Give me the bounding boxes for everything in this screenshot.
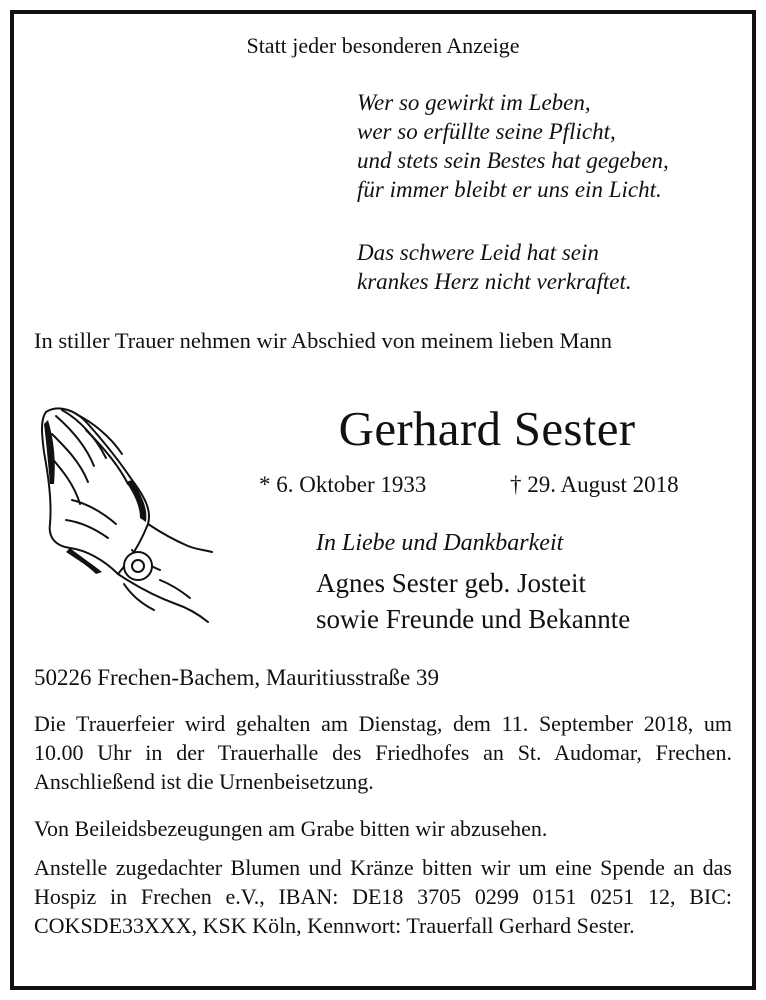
mourner-line: sowie Freunde und Bekannte — [316, 604, 631, 634]
closing-phrase: In Liebe und Dankbarkeit — [316, 530, 564, 556]
poem-line: Das schwere Leid hat sein — [357, 240, 599, 265]
poem-line: Wer so gewirkt im Leben, — [357, 90, 591, 115]
poem-line: und stets sein Bestes hat gegeben, — [357, 148, 669, 173]
condolence-note: Von Beileidsbezeugungen am Grabe bitten wir abzusehen. — [34, 816, 548, 841]
header-line: Statt jeder besonderen Anzeige — [246, 33, 520, 58]
death-date: † 29. August 2018 — [510, 472, 679, 497]
poem-line: für immer bleibt er uns ein Licht. — [357, 177, 662, 202]
donation-request: Anstelle zugedachter Blumen und Kränze bitten wir um eine Spende an das Hospiz in Frechen e.V., IBAN: DE18 3705 0299 0151 0251 12, BIC: COKSDE33XXX, KSK Köln, Kennwort: Trauerfall Gerhard Sester. — [34, 855, 732, 938]
praying-hands-icon — [36, 400, 216, 624]
poem-stanza-2 — [357, 238, 632, 296]
poem-line: wer so erfüllte seine Pflicht, — [357, 119, 616, 144]
mourner-line: Agnes Sester geb. Josteit — [316, 568, 586, 598]
address-line: 50226 Frechen-Bachem, Mauritiusstraße 39 — [34, 665, 439, 690]
birth-date: * 6. Oktober 1933 — [259, 472, 427, 497]
intro-text: In stiller Trauer nehmen wir Abschied von meinem lieben Mann — [34, 328, 613, 353]
poem-stanza-1 — [357, 88, 669, 204]
deceased-name: Gerhard Sester — [338, 401, 636, 456]
poem-line: krankes Herz nicht verkraftet. — [357, 269, 632, 294]
funeral-details: Die Trauerfeier wird gehalten am Dienstag, dem 11. September 2018, um 10.00 Uhr in der Trauerhalle des Friedhofes an St. Audomar, Frechen. Anschließend ist die Urnenbeisetzung. — [34, 711, 732, 794]
